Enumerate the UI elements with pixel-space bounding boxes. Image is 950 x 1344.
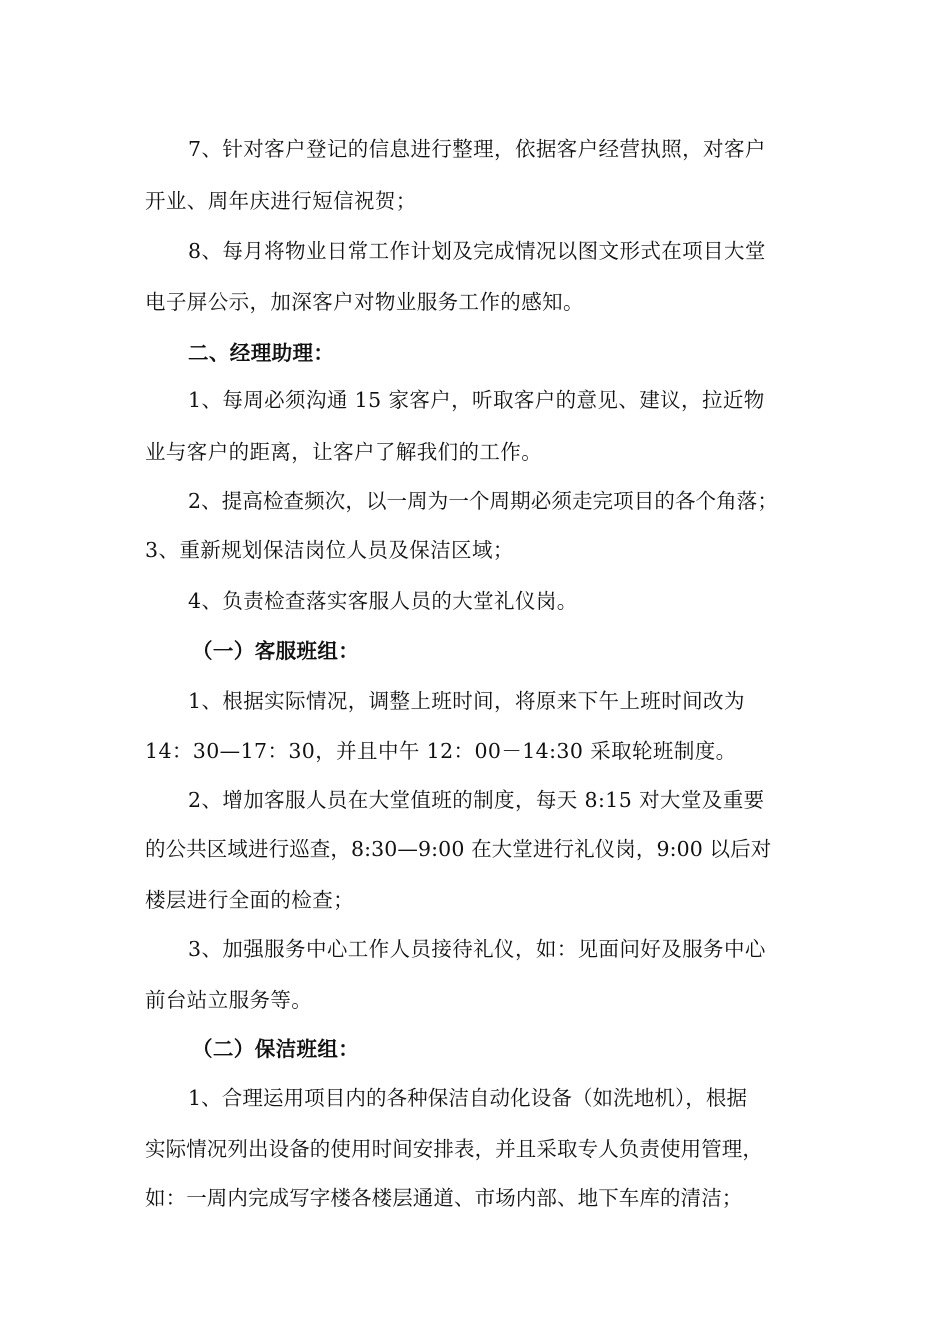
paragraph-line: 3、加强服务中心工作人员接待礼仪，如：见面问好及服务中心 [188, 937, 766, 961]
paragraph-line: 1、合理运用项目内的各种保洁自动化设备（如洗地机），根据 [188, 1086, 748, 1110]
paragraph-line: 14：30—17：30，并且中午 12：00－14:30 采取轮班制度。 [145, 739, 737, 763]
section-heading: 二、经理助理： [188, 341, 335, 365]
paragraph-line: 1、每周必须沟通 15 家客户，听取客户的意见、建议，拉近物 [188, 388, 765, 412]
paragraph-line: 7、针对客户登记的信息进行整理，依据客户经营执照，对客户 [188, 137, 766, 161]
paragraph-line: 1、根据实际情况，调整上班时间，将原来下午上班时间改为 [188, 689, 745, 713]
paragraph-line: 4、负责检查落实客服人员的大堂礼仪岗。 [188, 589, 578, 613]
paragraph-line: 如：一周内完成写字楼各楼层通道、市场内部、地下车库的清洁； [145, 1186, 743, 1210]
paragraph-line: 业与客户的距离，让客户了解我们的工作。 [145, 440, 543, 464]
paragraph-line: 开业、周年庆进行短信祝贺； [145, 189, 417, 213]
paragraph-line: 电子屏公示，加深客户对物业服务工作的感知。 [145, 290, 584, 314]
subsection-heading: （二）保洁班组： [192, 1037, 360, 1061]
paragraph-line: 2、增加客服人员在大堂值班的制度，每天 8:15 对大堂及重要 [188, 788, 765, 812]
paragraph-line: 前台站立服务等。 [145, 988, 313, 1012]
subsection-heading: （一）客服班组： [192, 639, 360, 663]
paragraph-line: 实际情况列出设备的使用时间安排表，并且采取专人负责使用管理， [145, 1137, 763, 1161]
paragraph-line: 2、提高检查频次，以一周为一个周期必须走完项目的各个角落； [188, 489, 778, 513]
paragraph-line: 楼层进行全面的检查； [145, 888, 354, 912]
paragraph-line: 3、重新规划保洁岗位人员及保洁区域； [145, 538, 514, 562]
paragraph-line: 的公共区域进行巡查，8:30—9:00 在大堂进行礼仪岗，9:00 以后对 [145, 837, 772, 861]
paragraph-line: 8、每月将物业日常工作计划及完成情况以图文形式在项目大堂 [188, 239, 766, 263]
